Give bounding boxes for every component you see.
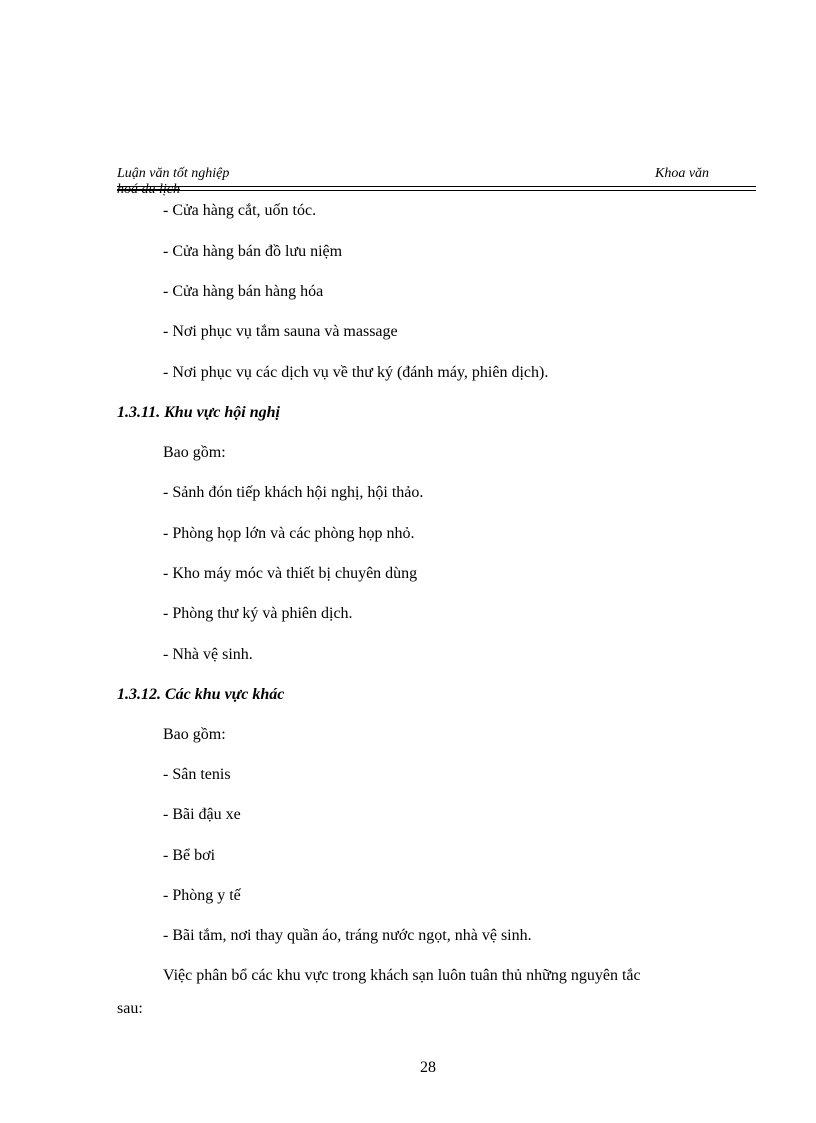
bullet-item: - Phòng thư ký và phiên dịch.	[163, 605, 353, 622]
bullet-item: - Phòng họp lớn và các phòng họp nhỏ.	[163, 525, 415, 542]
bullet-item: - Cửa hàng cắt, uốn tóc.	[163, 202, 317, 219]
header-title-line2: hoá du lịch	[117, 182, 180, 197]
paragraph-continuation: sau:	[117, 1000, 143, 1017]
bullet-item: - Nhà vệ sinh.	[163, 646, 253, 663]
bullet-item: - Nơi phục vụ tắm sauna và massage	[163, 323, 398, 340]
bullet-item: - Sảnh đón tiếp khách hội nghị, hội thảo.	[163, 484, 424, 501]
section-heading: 1.3.12. Các khu vực khác	[117, 686, 285, 703]
running-header-left	[117, 166, 229, 198]
bullet-item: - Kho máy móc và thiết bị chuyên dùng	[163, 565, 418, 582]
section-heading: 1.3.11. Khu vực hội nghị	[117, 404, 280, 421]
paragraph: Bao gồm:	[163, 444, 226, 461]
bullet-item: - Bãi đậu xe	[163, 806, 241, 823]
header-rule-top	[117, 186, 756, 187]
bullet-item: - Nơi phục vụ các dịch vụ về thư ký (đánh máy, phiên dịch).	[163, 364, 549, 381]
running-header-right: Khoa văn	[655, 166, 710, 181]
header-rule-bottom	[117, 190, 756, 191]
bullet-item: - Cửa hàng bán hàng hóa	[163, 283, 324, 300]
bullet-item: - Bể bơi	[163, 847, 216, 864]
page-number: 28	[420, 1059, 436, 1076]
bullet-item: - Cửa hàng bán đồ lưu niệm	[163, 243, 343, 260]
paragraph: Bao gồm:	[163, 726, 226, 743]
bullet-item: - Bãi tắm, nơi thay quần áo, tráng nước ngọt, nhà vệ sinh.	[163, 927, 532, 944]
bullet-item: - Phòng y tế	[163, 887, 241, 904]
header-title-line1: Luận văn tốt nghiệp	[117, 166, 230, 181]
bullet-item: - Sân tenis	[163, 766, 231, 783]
paragraph-first-line: Việc phân bổ các khu vực trong khách sạn luôn tuân thủ những nguyên tắc	[163, 967, 641, 984]
